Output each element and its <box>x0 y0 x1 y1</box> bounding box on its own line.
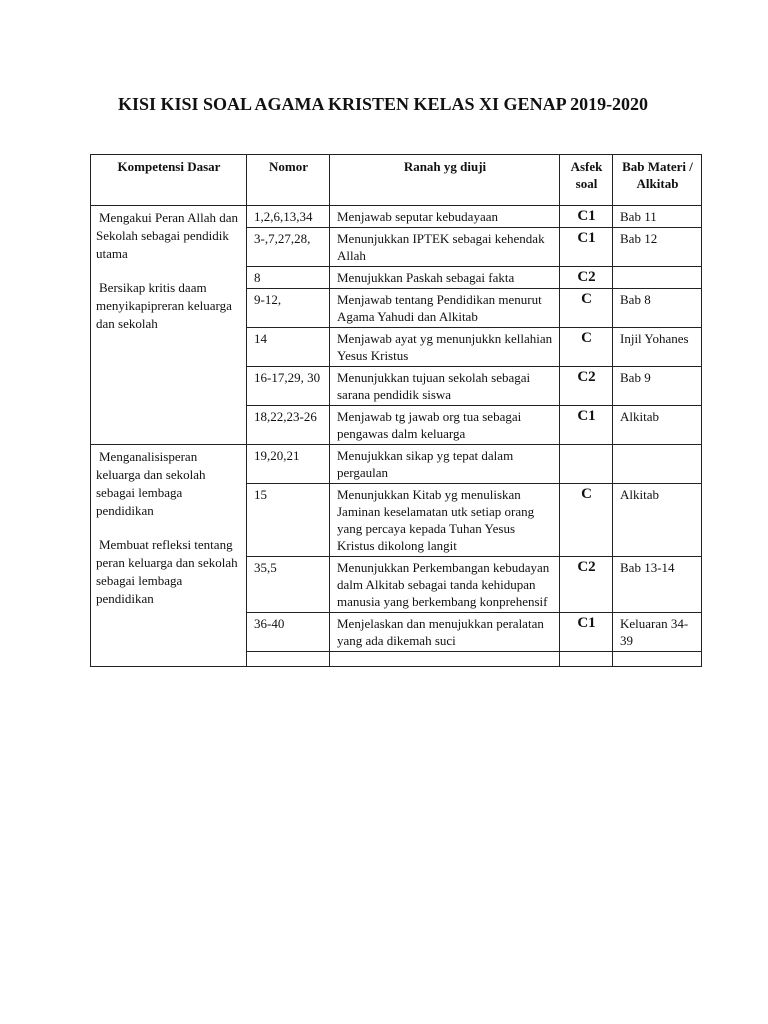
ranah-cell: Menunjukkan IPTEK sebagai kehendak Allah <box>330 228 560 267</box>
ranah-cell: Menjelaskan dan menujukkan peralatan yang ada dikemah suci <box>330 613 560 652</box>
ranah-cell: Menjawab seputar kebudayaan <box>330 206 560 228</box>
kisi-kisi-table <box>90 154 702 667</box>
header-bab: Bab Materi / Alkitab <box>613 155 702 206</box>
bab-cell: Bab 11 <box>613 206 702 228</box>
asfek-cell: C1 <box>560 613 613 652</box>
asfek-cell: C1 <box>560 228 613 267</box>
kompetensi-cell <box>91 206 247 445</box>
nomor-cell: 1,2,6,13,34 <box>247 206 330 228</box>
ranah-cell: Menujukkan Paskah sebagai fakta <box>330 267 560 289</box>
asfek-cell: C2 <box>560 557 613 613</box>
ranah-cell: Menjawab tg jawab org tua sebagai pengawas dalm keluarga <box>330 406 560 445</box>
ranah-cell <box>330 652 560 667</box>
nomor-cell: 8 <box>247 267 330 289</box>
asfek-cell: C <box>560 289 613 328</box>
kompetensi-text: Bersikap kritis daam menyikapipreran keluarga dan sekolah <box>96 280 232 331</box>
ranah-cell: Menunjukkan Kitab yg menuliskan Jaminan keselamatan utk setiap orang yang percaya kepada Tuhan Yesus Kristus dikolong langit <box>330 484 560 557</box>
asfek-cell <box>560 445 613 484</box>
table-row <box>91 445 702 484</box>
asfek-cell: C1 <box>560 206 613 228</box>
nomor-cell: 9-12, <box>247 289 330 328</box>
kompetensi-text: Mengakui Peran Allah dan Sekolah sebagai pendidik utama <box>96 210 238 261</box>
asfek-cell: C2 <box>560 267 613 289</box>
bab-cell: Bab 8 <box>613 289 702 328</box>
ranah-cell: Menujukkan sikap yg tepat dalam pergaulan <box>330 445 560 484</box>
table-header-row <box>91 155 702 206</box>
ranah-cell: Menunjukkan tujuan sekolah sebagai sarana pendidik siswa <box>330 367 560 406</box>
kompetensi-cell <box>91 445 247 667</box>
header-asfek: Asfek soal <box>560 155 613 206</box>
bab-cell: Bab 12 <box>613 228 702 267</box>
nomor-cell: 19,20,21 <box>247 445 330 484</box>
kompetensi-text: Menganalisisperan keluarga dan sekolah sebagai lembaga pendidikan <box>96 449 206 518</box>
nomor-cell <box>247 652 330 667</box>
bab-cell: Keluaran 34-39 <box>613 613 702 652</box>
bab-cell <box>613 652 702 667</box>
nomor-cell: 14 <box>247 328 330 367</box>
nomor-cell: 36-40 <box>247 613 330 652</box>
bab-cell: Alkitab <box>613 484 702 557</box>
ranah-cell: Menjawab ayat yg menunjukkn kellahian Yesus Kristus <box>330 328 560 367</box>
document-title: KISI KISI SOAL AGAMA KRISTEN KELAS XI GENAP 2019-2020 <box>117 94 649 114</box>
table-row <box>91 206 702 228</box>
header-nomor: Nomor <box>247 155 330 206</box>
nomor-cell: 18,22,23-26 <box>247 406 330 445</box>
asfek-cell: C2 <box>560 367 613 406</box>
nomor-cell: 3-,7,27,28, <box>247 228 330 267</box>
bab-cell <box>613 445 702 484</box>
asfek-cell: C <box>560 328 613 367</box>
bab-cell: Bab 9 <box>613 367 702 406</box>
bab-cell: Bab 13-14 <box>613 557 702 613</box>
bab-cell: Injil Yohanes <box>613 328 702 367</box>
ranah-cell: Menunjukkan Perkembangan kebudayan dalm Alkitab sebagai tanda kehidupan manusia yang berkembang konprehensif <box>330 557 560 613</box>
nomor-cell: 15 <box>247 484 330 557</box>
bab-cell <box>613 267 702 289</box>
nomor-cell: 35,5 <box>247 557 330 613</box>
header-kompetensi: Kompetensi Dasar <box>91 155 247 206</box>
ranah-cell: Menjawab tentang Pendidikan menurut Agama Yahudi dan Alkitab <box>330 289 560 328</box>
asfek-cell: C1 <box>560 406 613 445</box>
bab-cell: Alkitab <box>613 406 702 445</box>
nomor-cell: 16-17,29, 30 <box>247 367 330 406</box>
kompetensi-text: Membuat refleksi tentang peran keluarga dan sekolah sebagai lembaga pendidikan <box>96 537 238 606</box>
header-ranah: Ranah yg diuji <box>330 155 560 206</box>
asfek-cell: C <box>560 484 613 557</box>
asfek-cell <box>560 652 613 667</box>
